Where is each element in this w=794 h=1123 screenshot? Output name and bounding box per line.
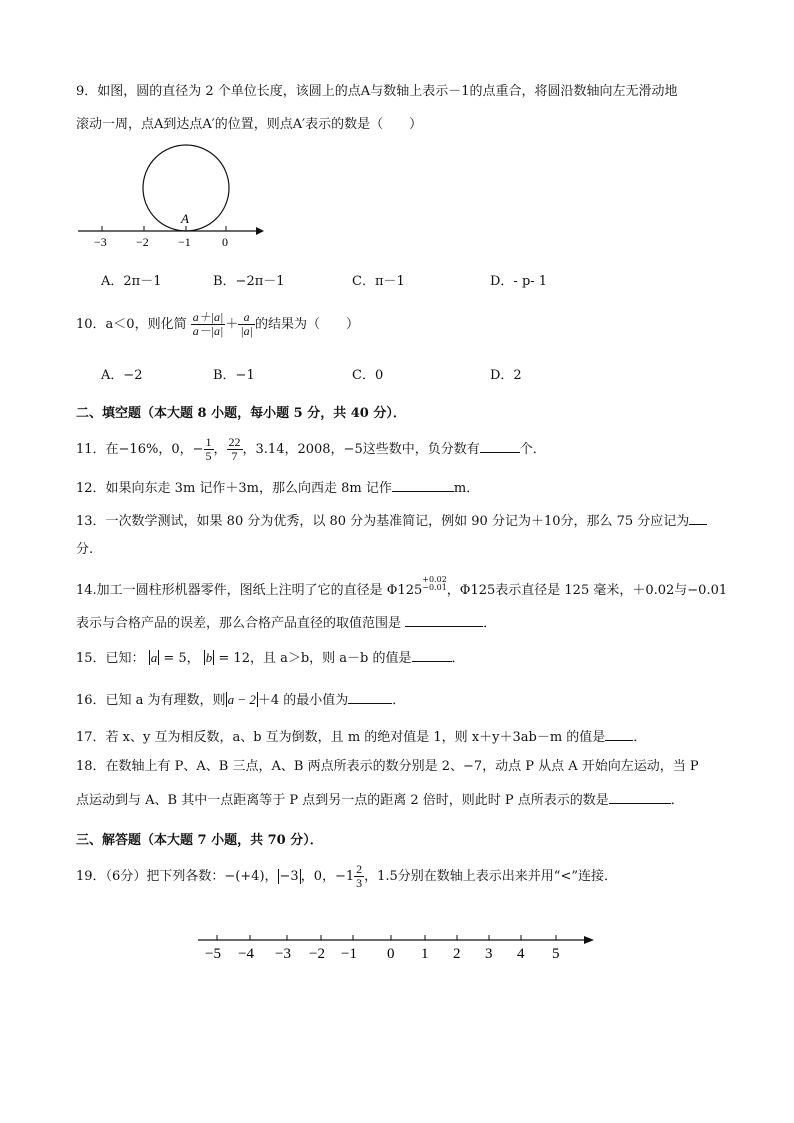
q10-fraction-1: $\frac{a+|a|}{a-|a|}$ xyxy=(192,310,224,338)
answer-blank[interactable] xyxy=(392,478,454,492)
tick-label: 5 xyxy=(552,946,560,962)
q10-option-a[interactable]: A．−2 xyxy=(101,368,143,383)
answer-blank[interactable] xyxy=(412,648,452,662)
q10-option-c[interactable]: C．0 xyxy=(352,368,384,383)
q16-stem: 16．已知 a 为有理数，则 a − 2 ＋4 的最小值为 ． xyxy=(76,692,406,708)
answer-blank[interactable] xyxy=(609,790,671,804)
answer-blank[interactable] xyxy=(605,727,633,741)
q9-option-b[interactable]: B．−2π－1 xyxy=(213,274,285,289)
q9-option-c[interactable]: C．π－1 xyxy=(352,274,405,289)
q10-fraction-2: $\frac{a}{|a|}$ xyxy=(240,310,253,338)
tick-label: −2 xyxy=(136,235,149,249)
tick-label: −1 xyxy=(178,235,191,249)
q19-number-line xyxy=(190,925,600,970)
tick-label: 1 xyxy=(421,946,429,962)
q11-stem: 11．在−16%，0，− $\frac{1}{5}$ ， $\frac{22}{7}$ ，3.14，2008，−5这些数中，负分数有 个． xyxy=(76,435,546,463)
q13-stem-line2: 分. xyxy=(76,542,94,557)
q9-circle-figure xyxy=(70,140,270,250)
tick-label: 3 xyxy=(485,946,493,962)
q10-stem: 10．a＜0，则化简 $\frac{a+|a|}{a-|a|}$ ＋ $\frac{a}{|a|}$ 的结果为（ ） xyxy=(76,310,359,338)
section-heading-solutions: 三、解答题（本大题 7 小题，共 70 分）． xyxy=(76,833,323,848)
q13-stem-line1: 13．一次数学测试，如果 80 分为优秀，以 80 分为基准简记，例如 90 分记为＋10分，那么 75 分应记为 xyxy=(76,511,707,531)
q15-stem: 15．已知： a = 5， b = 12，且 a＞b，则 a－b 的值是 ． xyxy=(76,650,465,666)
tick-label: 2 xyxy=(453,946,461,962)
tick-label: 0 xyxy=(387,946,395,962)
section-heading-fill-in: 二、填空题（本大题 8 小题，每小题 5 分，共 40 分）． xyxy=(76,406,406,421)
q9-stem-line1: 9．如图，圆的直径为 2 个单位长度，该圆上的点A与数轴上表示－1的点重合，将圆沿数轴向左无滑动地 xyxy=(76,84,678,99)
axis-arrow-icon xyxy=(584,936,594,944)
tick-label: 0 xyxy=(222,235,228,249)
answer-blank[interactable] xyxy=(405,613,483,627)
point-a-label: A xyxy=(181,211,189,226)
q9-option-a[interactable]: A．2π－1 xyxy=(101,274,162,289)
tick-label: −5 xyxy=(205,946,221,962)
q9-option-d[interactable]: D．- p- 1 xyxy=(490,274,548,289)
q9-stem-line2: 滚动一周，点A到达点A′的位置，则点A′表示的数是（ ） xyxy=(76,117,423,132)
q19-stem: 19．（6分）把下列各数：−(+4)， −3 ，0，−1 $\frac{2}{3}$ ，1.5分别在数轴上表示出来并用“<”连接． xyxy=(76,862,617,890)
q10-option-b[interactable]: B．−1 xyxy=(213,368,255,383)
q14-stem-line2: 表示与合格产品的误差，那么合格产品直径的取值范围是 ． xyxy=(76,613,496,633)
q18-stem-line1: 18．在数轴上有 P、A、B 三点，A、B 两点所表示的数分别是 2、−7，动点 P 从点 A 开始向左运动，当 P xyxy=(76,759,699,774)
answer-blank[interactable] xyxy=(689,511,707,525)
tick-label: −3 xyxy=(275,946,291,962)
tick-label: −2 xyxy=(309,946,325,962)
tick-label: 4 xyxy=(517,946,525,962)
tolerance-superscript: +0.02 −0.01 xyxy=(422,575,447,592)
q10-option-d[interactable]: D．2 xyxy=(490,368,522,383)
answer-blank[interactable] xyxy=(480,439,520,453)
tick-marks xyxy=(217,935,556,940)
axis-arrow-icon xyxy=(256,227,264,235)
tick-label: −1 xyxy=(341,946,357,962)
answer-blank[interactable] xyxy=(348,690,392,704)
q12-stem: 12．如果向东走 3m 记作＋3m，那么向西走 8m 记作 m． xyxy=(76,478,479,498)
tick-label: −3 xyxy=(94,235,107,249)
tick-label: −4 xyxy=(238,946,254,962)
q14-stem-line1: 14.加工一圆柱形机器零件，图纸上注明了它的直径是 Φ125 $^{+0.02 -0.01}$ ，Φ125表示直径是 125 毫米，＋0.02与−0.01 xyxy=(76,575,728,598)
q17-stem: 17．若 x、y 互为相反数，a、b 互为倒数，且 m 的绝对值是 1，则 x＋y＋3ab－m 的值是 ． xyxy=(76,727,646,747)
q18-stem-line2: 点运动到与 A、B 其中一点距离等于 P 点到另一点的距离 2 倍时，则此时 P 点所表示的数是 ． xyxy=(76,790,684,810)
